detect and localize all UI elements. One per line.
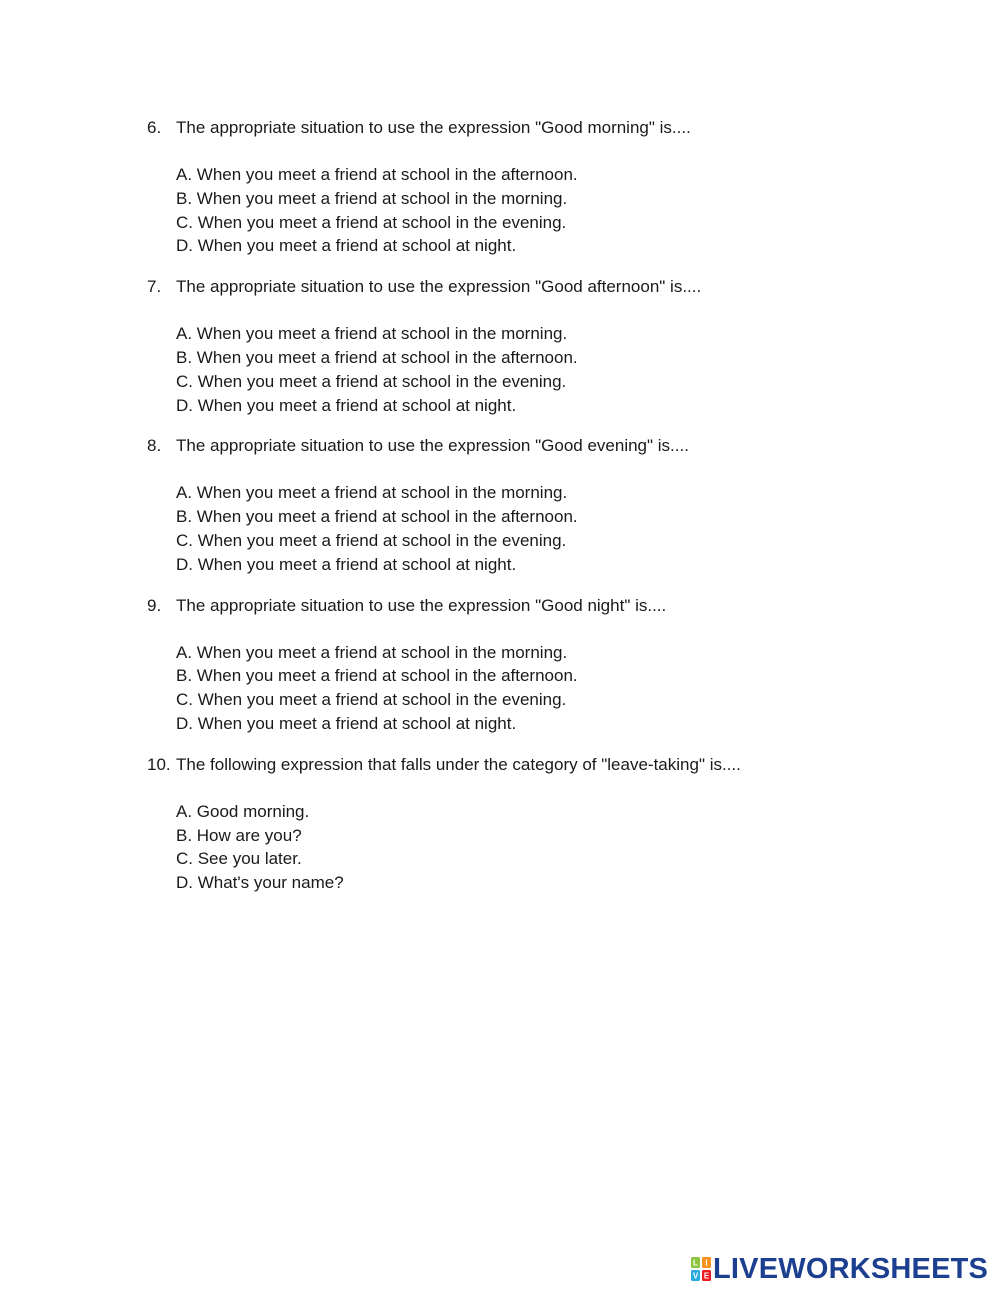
question-text: The appropriate situation to use the expression "Good evening" is....	[176, 436, 689, 456]
question-text: The appropriate situation to use the expression "Good morning" is....	[176, 118, 691, 137]
option-b: B. How are you?	[176, 825, 302, 845]
option-a: A. When you meet a friend at school in the afternoon.	[176, 165, 578, 184]
option-a: A. When you meet a friend at school in the morning.	[176, 642, 568, 662]
option-c: C. When you meet a friend at school in the evening.	[176, 212, 567, 232]
question-number: 8.	[147, 436, 162, 456]
question-9	[147, 594, 907, 736]
option-d: D. When you meet a friend at school at night.	[176, 713, 517, 733]
options-list	[176, 800, 907, 895]
question-line	[147, 753, 907, 777]
question-number: 6.	[147, 118, 162, 137]
question-number: 7.	[147, 277, 162, 297]
mark-letter-l: L	[693, 1258, 698, 1268]
option-d: D. When you meet a friend at school at night.	[176, 395, 517, 415]
options-list	[176, 322, 907, 417]
option-b: B. When you meet a friend at school in the morning.	[176, 188, 568, 208]
options-list	[176, 481, 907, 576]
options-list	[176, 641, 907, 736]
liveworksheets-logo	[691, 1253, 988, 1285]
question-line	[147, 275, 907, 299]
option-b: B. When you meet a friend at school in the afternoon.	[176, 507, 578, 527]
option-d: D. When you meet a friend at school at night.	[176, 554, 517, 574]
option-a: A. When you meet a friend at school in the morning.	[176, 324, 568, 344]
option-d: D. What's your name?	[176, 873, 344, 893]
option-c: C. When you meet a friend at school in the evening.	[176, 530, 567, 550]
question-line	[147, 594, 907, 618]
logo-text: LIVEWORKSHEETS	[713, 1253, 989, 1285]
question-line	[147, 116, 907, 140]
option-b: B. When you meet a friend at school in the afternoon.	[176, 347, 578, 367]
question-6	[147, 116, 907, 258]
mark-letter-v: V	[692, 1271, 699, 1281]
option-a: A. When you meet a friend at school in the morning.	[176, 483, 568, 503]
options-list	[176, 163, 907, 258]
question-line	[147, 434, 907, 458]
mark-letter-i: I	[705, 1258, 708, 1268]
question-text: The following expression that falls under the category of "leave-taking" is....	[176, 754, 741, 774]
option-d: D. When you meet a friend at school at night.	[176, 236, 517, 256]
question-7	[147, 275, 907, 417]
question-10	[147, 753, 907, 895]
option-c: C. When you meet a friend at school in the evening.	[176, 371, 567, 391]
mark-letter-e: E	[703, 1271, 710, 1281]
liveworksheets-mark-icon	[691, 1257, 711, 1281]
option-c: C. See you later.	[176, 849, 302, 869]
option-c: C. When you meet a friend at school in the evening.	[176, 690, 567, 710]
option-a: A. Good morning.	[176, 801, 310, 821]
worksheet	[147, 116, 907, 912]
question-8	[147, 434, 907, 576]
question-text: The appropriate situation to use the expression "Good night" is....	[176, 595, 667, 615]
question-text: The appropriate situation to use the expression "Good afternoon" is....	[176, 277, 702, 297]
question-number: 10.	[147, 754, 171, 774]
option-b: B. When you meet a friend at school in the afternoon.	[176, 666, 578, 686]
question-number: 9.	[147, 595, 162, 615]
